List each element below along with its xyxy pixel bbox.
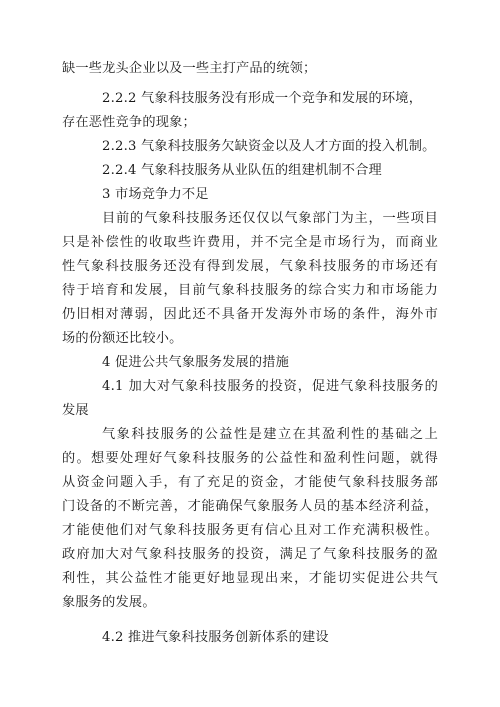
paragraph-line: 才能使他们对气象科技服务更有信心且对工作充满积极性。 <box>62 523 438 538</box>
paragraph-line: 政府加大对气象科技服务的投资，满足了气象科技服务的盈 <box>62 547 438 562</box>
text-line: 存在恶性竞争的现象； <box>62 115 196 130</box>
section-heading: 4 促进公共气象服务发展的措施 <box>102 355 290 370</box>
paragraph-line: 场的份额还比较小。 <box>62 331 183 346</box>
paragraph-line: 目前的气象科技服务还仅仅以气象部门为主，一些项目 <box>102 211 438 226</box>
paragraph-line: 待于培育和发展，目前气象科技服务的综合实力和市场能力 <box>62 283 438 298</box>
paragraph-line: 气象科技服务的公益性是建立在其盈利性的基础之上 <box>102 427 438 442</box>
subsection-heading: 4.1 加大对气象科技服务的投资，促进气象科技服务的 <box>102 379 438 394</box>
paragraph-line: 利性，其公益性才能更好地显现出来，才能切实促进公共气 <box>62 571 438 586</box>
section-heading: 3 市场竞争力不足 <box>102 187 209 202</box>
subsection-heading: 4.2 推进气象科技服务创新体系的建设 <box>102 630 329 645</box>
paragraph-line: 只是补偿性的收取些许费用，并不完全是市场行为，而商业 <box>62 235 438 250</box>
text-line: 缺一些龙头企业以及一些主打产品的统领； <box>62 61 317 76</box>
subsection-heading: 2.2.2 气象科技服务没有形成一个竞争和发展的环境， <box>102 91 423 106</box>
paragraph-line: 仍旧相对薄弱，因此还不具备开发海外市场的条件，海外市 <box>62 307 438 322</box>
paragraph-line: 性气象科技服务还没有得到发展，气象科技服务的市场还有 <box>62 259 438 274</box>
paragraph-line: 从资金问题入手，有了充足的资金，才能使气象科技服务部 <box>62 475 438 490</box>
paragraph-line: 的。想要处理好气象科技服务的公益性和盈利性问题，就得 <box>62 451 438 466</box>
subsection-heading: 2.2.4 气象科技服务从业队伍的组建机制不合理 <box>102 163 382 178</box>
subsection-heading: 发展 <box>62 403 89 418</box>
paragraph-line: 象服务的发展。 <box>62 595 156 610</box>
subsection-heading: 2.2.3 气象科技服务欠缺资金以及人才方面的投入机制。 <box>102 139 436 154</box>
paragraph-line: 门设备的不断完善，才能确保气象服务人员的基本经济利益， <box>62 499 438 514</box>
